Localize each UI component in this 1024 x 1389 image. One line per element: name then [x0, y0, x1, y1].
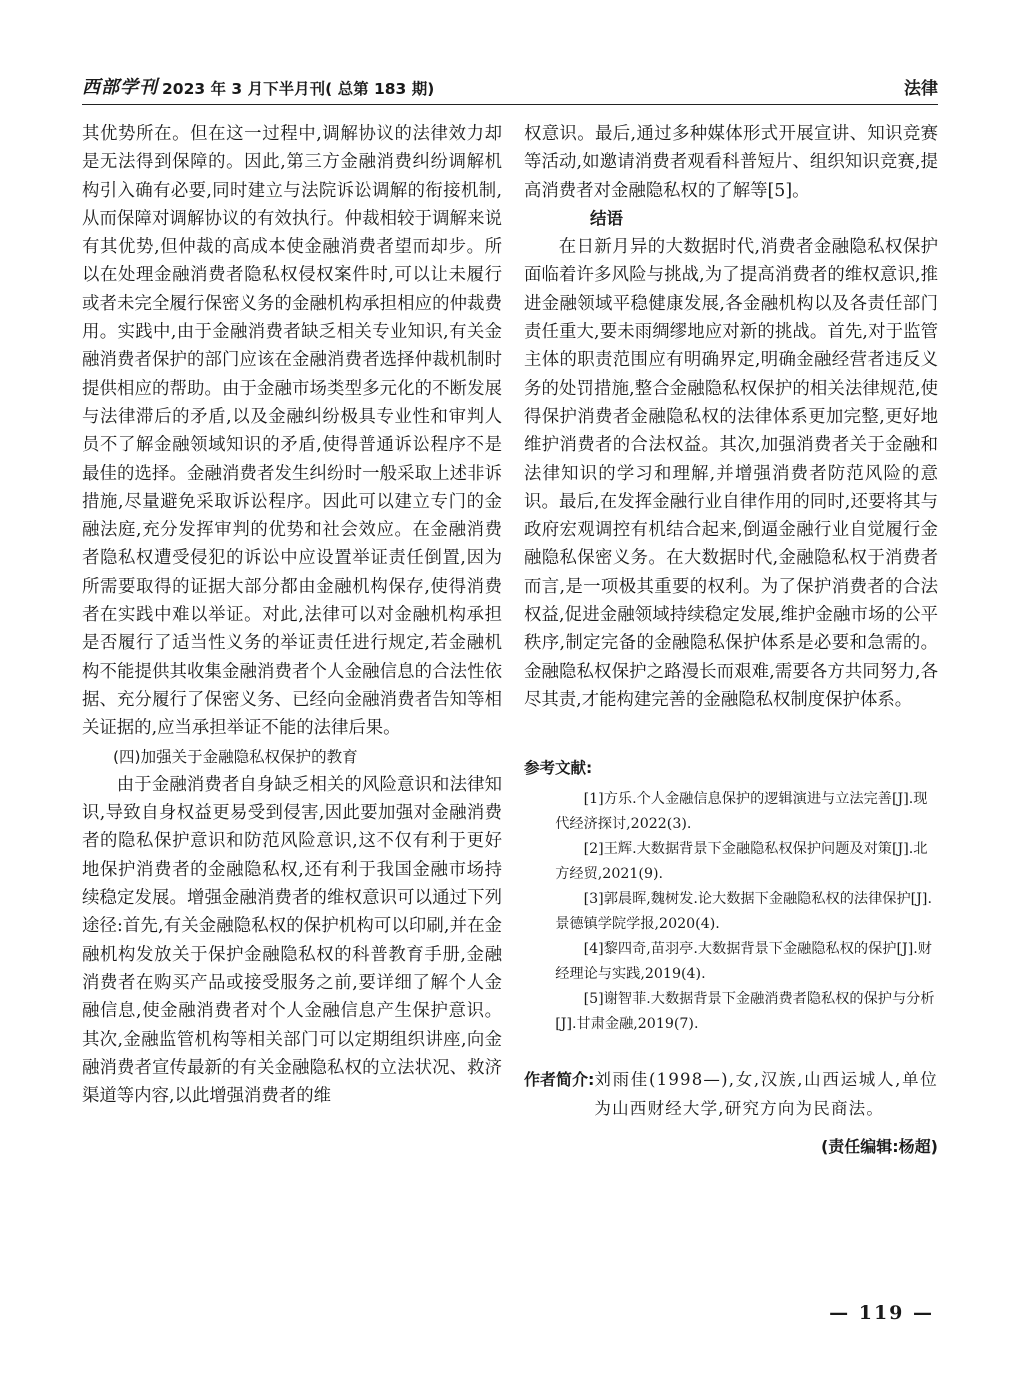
conclusion-heading: 结语: [590, 208, 623, 228]
section-subheading: (四)加强关于金融隐私权保护的教育: [113, 747, 358, 766]
author-bio: [524, 1065, 938, 1123]
references-title: 参考文献:: [524, 759, 593, 778]
author-text: 刘雨佳(1998—),女,汉族,山西运城人,单位为山西财经大学,研究方向为民商法。: [594, 1069, 938, 1118]
references-list: [524, 787, 938, 1037]
header-left: [82, 73, 434, 104]
journal-logo: 西部学刊: [82, 77, 158, 98]
page-number: — 119 —: [829, 1302, 934, 1324]
left-column: [82, 120, 502, 1110]
issue-info: 2023 年 3 月下半月刊( 总第 183 期): [162, 80, 435, 98]
body-paragraph: 其优势所在。但在这一过程中,调解协议的法律效力却是无法得到保障的。因此,第三方金融消费纠纷调解机构引入确有必要,同时建立与法院诉讼调解的衔接机制,从而保障对调解协议的有效执行。仲裁相较于调解来说有其优势,但仲裁的高成本使金融消费者望而却步。所以在处理金融消费者隐私权侵权案件时,可以让未履行或者未完全履行保密义务的金融机构承担相应的仲裁费用。实践中,由于金融消费者缺乏相关专业知识,有关金融消费者保护的部门应该在金融消费者选择仲裁机制时提供相应的帮助。由于金融市场类型多元化的不断发展与法律滞后的矛盾,以及金融纠纷极具专业性和审判人员不了解金融领域知识的矛盾,使得普通诉讼程序不是最佳的选择。金融消费者发生纠纷时一般采取上述非诉措施,尽量避免采取诉讼程序。因此可以建立专门的金融法庭,充分发挥审判的优势和社会效应。在金融消费者隐私权遭受侵犯的诉讼中应设置举证责任倒置,因为所需要取得的证据大部分都由金融机构保存,使得消费者在实践中难以举证。对此,法律可以对金融机构承担是否履行了适当性义务的举证责任进行规定,若金融机构不能提供其收集金融消费者个人金融信息的合法性依据、充分履行了保密义务、已经向金融消费者告知等相关证据的,应当承担举证不能的法律后果。: [82, 124, 502, 739]
section-label: 法律: [904, 79, 938, 99]
right-column: [524, 120, 938, 1161]
responsible-editor: (责任编辑:杨超): [820, 1136, 938, 1156]
body-paragraph: 由于金融消费者自身缺乏相关的风险意识和法律知识,导致自身权益更易受到侵害,因此要加强对金融消费者的隐私保护意识和防范风险意识,这不仅有利于更好地保护消费者的金融隐私权,还有利于我国金融市场持续稳定发展。增强金融消费者的维权意识可以通过下列途径:首先,有关金融隐私权的保护机构可以印刷,并在金融机构发放关于保护金融隐私权的科普教育手册,金融消费者在购买产品或接受服务之前,要详细了解个人金融信息,使金融消费者对个人金融信息产生保护意识。其次,金融监管机构等相关部门可以定期组织讲座,向金融消费者宣传最新的有关金融隐私权的立法状况、救济渠道等内容,以此增强消费者的维: [82, 774, 502, 1107]
reference-item: [4]黎四奇,苗羽亭.大数据背景下金融隐私权的保护[J].财经理论与实践,2019(4).: [555, 940, 932, 982]
reference-item: [2]王辉.大数据背景下金融隐私权保护问题及对策[J].北方经贸,2021(9).: [555, 840, 928, 882]
reference-item: [1]方乐.个人金融信息保护的逻辑演进与立法完善[J].现代经济探讨,2022(3).: [555, 790, 928, 832]
body-paragraph: 在日新月异的大数据时代,消费者金融隐私权保护面临着许多风险与挑战,为了提高消费者的维权意识,推进金融领域平稳健康发展,各金融机构以及各责任部门责任重大,要未雨绸缪地应对新的挑战。首先,对于监管主体的职责范围应有明确界定,明确金融经营者违反义务的处罚措施,整合金融隐私权保护的相关法律规范,使得保护消费者金融隐私权的法律体系更加完整,更好地维护消费者的合法权益。其次,加强消费者关于金融和法律知识的学习和理解,并增强消费者防范风险的意识。最后,在发挥金融行业自律作用的同时,还要将其与政府宏观调控有机结合起来,倒逼金融行业自觉履行金融隐私保密义务。在大数据时代,金融隐私权于消费者而言,是一项极其重要的权利。为了保护消费者的合法权益,促进金融领域持续稳定发展,维护金融市场的公平秩序,制定完备的金融隐私保护体系是必要和急需的。金融隐私权保护之路漫长而艰难,需要各方共同努力,各尽其责,才能构建完善的金融隐私权制度保护体系。: [524, 237, 938, 710]
reference-item: [5]谢智菲.大数据背景下金融消费者隐私权的保护与分析[J].甘肃金融,2019(7).: [555, 990, 935, 1032]
body-paragraph: 权意识。最后,通过多种媒体形式开展宣讲、知识竞赛等活动,如邀请消费者观看科普短片、组织知识竞赛,提高消费者对金融隐私权的了解等[5]。: [524, 124, 938, 201]
author-label: 作者简介:: [524, 1069, 595, 1089]
reference-item: [3]郭晨晖,魏树发.论大数据下金融隐私权的法律保护[J].景德镇学院学报,2020(4).: [555, 890, 932, 932]
page-header: [82, 70, 938, 105]
